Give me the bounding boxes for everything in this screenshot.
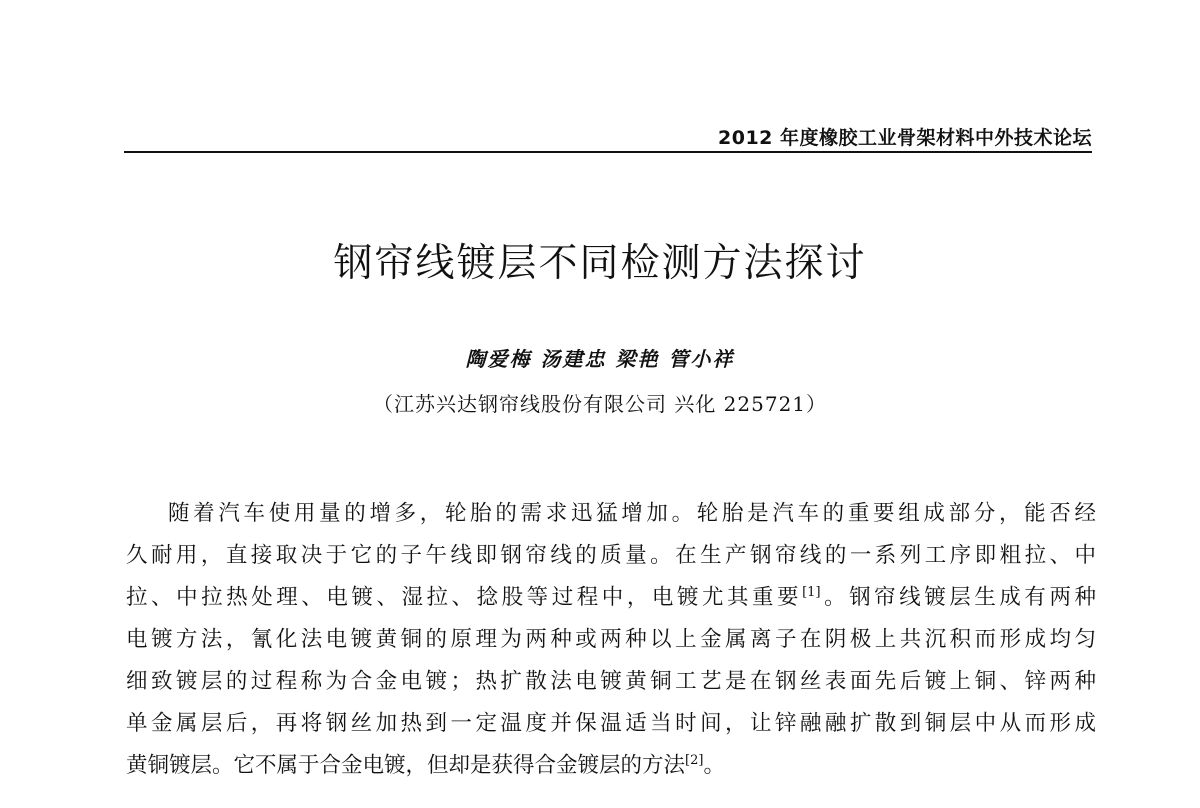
body-line: 单金属层后，再将钢丝加热到一定温度并保温适当时间，让锌融融扩散到铜层中从而形成 xyxy=(126,711,1096,736)
citation-ref: [2] xyxy=(685,752,704,768)
body-line-text: 拉、中拉热处理、电镀、湿拉、捻股等过程中，电镀尤其重要 xyxy=(126,585,803,610)
body-line: 细致镀层的过程称为合金电镀；热扩散法电镀黄铜工艺是在钢丝表面先后镀上铜、锌两种 xyxy=(126,669,1096,694)
body-line: 随着汽车使用量的增多，轮胎的需求迅猛增加。轮胎是汽车的重要组成部分，能否经 xyxy=(168,501,1096,526)
header-rule xyxy=(124,151,1092,153)
body-line xyxy=(126,577,1096,619)
body-line xyxy=(126,745,1096,787)
body-line: 久耐用，直接取决于它的子午线即钢帘线的质量。在生产钢帘线的一系列工序即粗拉、中 xyxy=(126,543,1096,568)
running-header: 2012 年度橡胶工业骨架材料中外技术论坛 xyxy=(718,127,1092,149)
author-affiliation: （江苏兴达钢帘线股份有限公司 兴化 225721） xyxy=(372,392,828,416)
body-line-text: 。 xyxy=(703,753,725,778)
body-line: 电镀方法，氰化法电镀黄铜的原理为两种或两种以上金属离子在阴极上共沉积而形成均匀 xyxy=(126,627,1096,652)
body-line-text: 黄铜镀层。它不属于合金电镀，但却是获得合金镀层的方法 xyxy=(126,753,686,778)
citation-ref: [1] xyxy=(802,584,821,600)
body-paragraph xyxy=(126,493,1096,787)
body-line-text: 。钢帘线镀层生成有两种 xyxy=(820,585,1096,610)
author-list: 陶爱梅 汤建忠 梁艳 管小祥 xyxy=(465,347,735,371)
paper-title: 钢帘线镀层不同检测方法探讨 xyxy=(333,241,867,286)
